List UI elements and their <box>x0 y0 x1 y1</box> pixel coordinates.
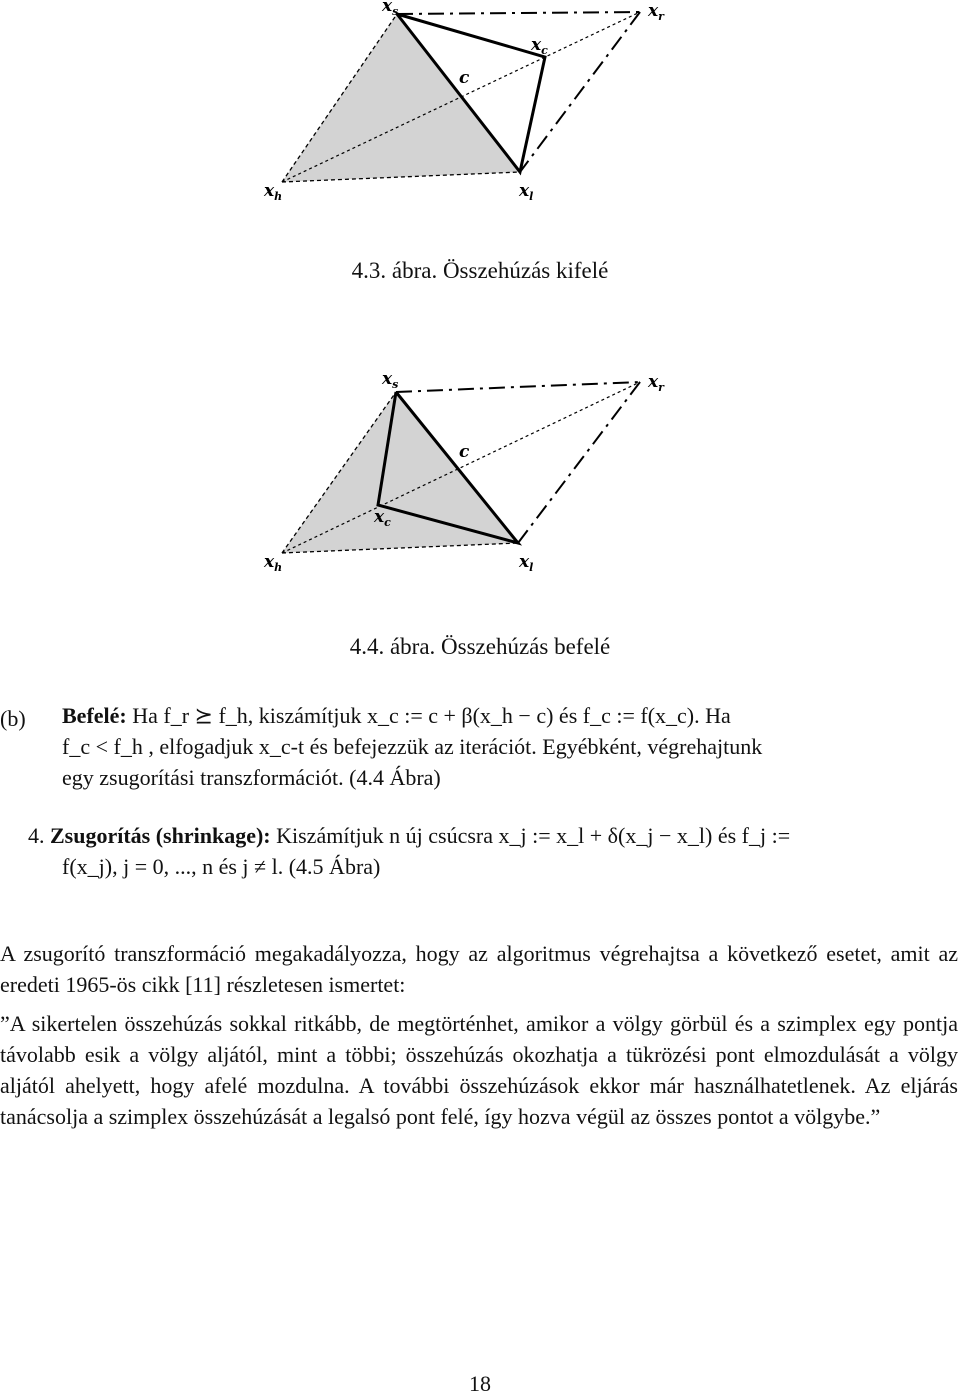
figure-4-4 <box>0 360 960 580</box>
page-number: 18 <box>469 1371 491 1396</box>
label-xh: $x_h$ <box>264 181 283 203</box>
shaded-simplex <box>282 392 518 553</box>
label-c: c <box>459 68 470 88</box>
figure-caption: 4.3. ábra. Összehúzás kifelé <box>351 258 609 283</box>
list-marker: (b) <box>0 706 26 731</box>
label-c: c <box>459 442 470 462</box>
label-xr: $x_r$ <box>648 372 664 394</box>
top-dashdot-edge <box>397 12 640 14</box>
label-xs: $x_s$ <box>382 0 399 18</box>
list-item-b <box>0 700 763 793</box>
top-dashdot-edge <box>396 382 640 392</box>
figure-caption: 4.4. ábra. Összehúzás befelé <box>349 634 611 659</box>
label-xs: $x_s$ <box>382 369 399 391</box>
paragraph: A zsugorító transzformáció megakadályozza, hogy az algoritmus végrehajtsa a következő esetet, amit az eredeti 1965-ös cikk [11] részletesen ismertet: <box>0 941 958 997</box>
label-xc: $x_c$ <box>531 35 548 57</box>
right-dashdot-edge <box>518 382 640 543</box>
label-xr: $x_r$ <box>648 1 664 23</box>
item-line: f(x_j), j = 0, ..., n és j ≠ l. (4.5 Ábra) <box>62 854 381 879</box>
item-line: f_c < f_h , elfogadjuk x_c-t és befejezzük az iterációt. Egyébként, végrehajtunk <box>62 734 763 759</box>
label-xh: $x_h$ <box>264 552 283 574</box>
label-xl: $x_l$ <box>519 552 534 574</box>
figure-4-4-diagram <box>0 360 960 580</box>
item-heading: Zsugorítás (shrinkage): <box>50 823 271 848</box>
figure-4-3 <box>0 0 960 250</box>
item-line: Kiszámítjuk n új csúcsra x_j := x_l + δ(x_j − x_l) és f_j := <box>276 823 791 848</box>
label-xl: $x_l$ <box>519 181 534 203</box>
item-line: egy zsugorítási transzformációt. (4.4 Ábra) <box>62 765 441 790</box>
list-marker: 4. <box>28 823 45 848</box>
label-xc: $x_c$ <box>374 507 391 529</box>
item-line: Ha f_r ⪰ f_h, kiszámítjuk x_c := c + β(x_h − c) és f_c := f(x_c). Ha <box>132 703 731 728</box>
quote-paragraph: ”A sikertelen összehúzás sokkal ritkább, de megtörténhet, amikor a völgy görbül és a szimplex egy pontja távolabb esik a völgy aljától, mint a többi; összehúzás okozhatja a tükrözési pont elmozdulását a völgy aljától ahelyett, hogy afelé mozdulna. A további összehúzások ekkor már használhatetlenek. Az eljárás tanácsolja a szimplex összehúzását a legalsó pont felé, így hozva végül az összes pontot a völgybe.” <box>0 1011 958 1129</box>
figure-4-3-diagram <box>0 0 960 250</box>
list-item-4 <box>0 820 790 882</box>
item-heading: Befelé: <box>62 703 127 728</box>
